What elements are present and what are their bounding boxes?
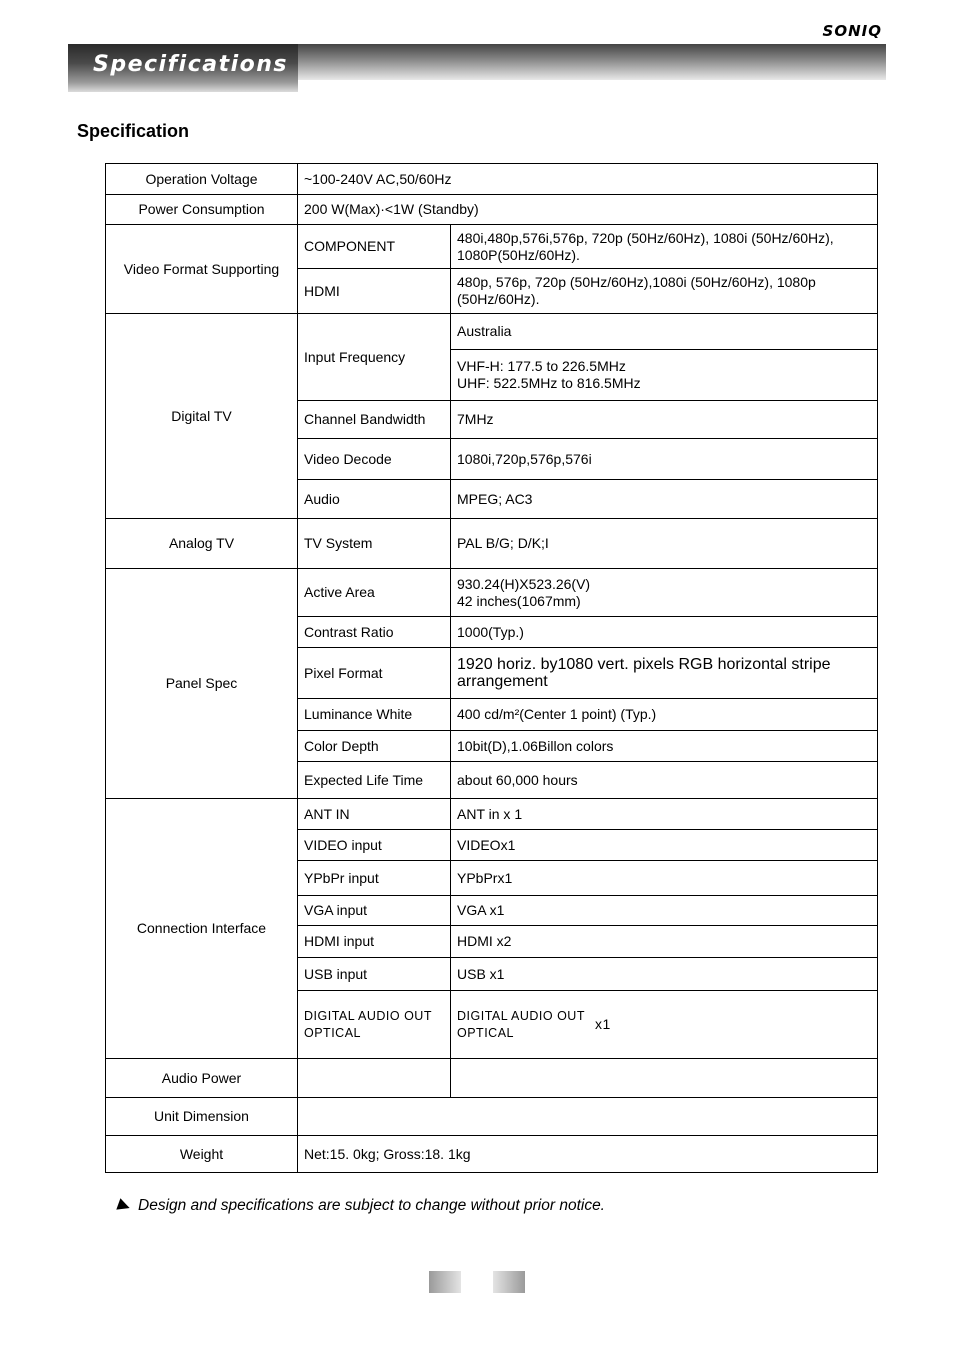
sub-value: 480p, 576p, 720p (50Hz/60Hz),1080i (50Hz/60Hz), 1080p (50Hz/60Hz).: [451, 269, 878, 314]
section-title: Specification: [77, 121, 190, 141]
table-row: [106, 225, 878, 269]
sub-label: HDMI: [298, 269, 451, 314]
table-row: [106, 569, 878, 617]
row-label: Unit Dimension: [106, 1098, 298, 1136]
sub-value: PAL B/G; D/K;I: [451, 519, 878, 569]
sub-value: HDMI x2: [451, 926, 878, 958]
table-row: [106, 519, 878, 569]
sub-label: Color Depth: [298, 731, 451, 762]
row-label: Analog TV: [106, 519, 298, 569]
table-row: [106, 799, 878, 830]
row-value: [298, 1098, 878, 1136]
row-label: Digital TV: [106, 314, 298, 519]
sub-label: Video Decode: [298, 439, 451, 480]
sub-label: Luminance White: [298, 699, 451, 731]
sub-label: Input Frequency: [298, 314, 451, 401]
vhf-range: VHF-H: 177.5 to 226.5MHz: [457, 358, 626, 374]
row-value: Net:15. 0kg; Gross:18. 1kg: [298, 1136, 878, 1173]
sub-label: HDMI input: [298, 926, 451, 958]
sub-value: Australia: [451, 314, 878, 350]
footer-right-block: [493, 1271, 525, 1293]
row-label: Panel Spec: [106, 569, 298, 799]
sub-label: [298, 1059, 451, 1098]
sub-value: 10bit(D),1.06Billon colors: [451, 731, 878, 762]
disclaimer-text: Design and specifications are subject to change without prior notice.: [138, 1197, 605, 1214]
table-row: [106, 164, 878, 195]
table-row: [106, 314, 878, 350]
row-label: Audio Power: [106, 1059, 298, 1098]
row-value: 200 W(Max)·<1W (Standby): [298, 195, 878, 225]
sub-label: Expected Life Time: [298, 762, 451, 799]
row-label: Video Format Supporting: [106, 225, 298, 314]
sub-value: 7MHz: [451, 401, 878, 439]
active-area-size: 42 inches(1067mm): [457, 592, 581, 609]
sub-value: [451, 1059, 878, 1098]
sub-label: VGA input: [298, 896, 451, 926]
sub-value: [451, 991, 878, 1059]
optical-label-line-2: OPTICAL: [304, 1025, 361, 1040]
table-row: [106, 195, 878, 225]
brand-logo: SONIQ: [822, 22, 882, 40]
sub-value: [451, 569, 878, 617]
sub-value: [451, 350, 878, 401]
row-label: Power Consumption: [106, 195, 298, 225]
sub-value: 1920 horiz. by1080 vert. pixels RGB horizontal stripe arrangement: [451, 648, 878, 699]
footer-left-block: [429, 1271, 461, 1293]
sub-label: Pixel Format: [298, 648, 451, 699]
row-label: Operation Voltage: [106, 164, 298, 195]
sub-value: VGA x1: [451, 896, 878, 926]
sub-label: Active Area: [298, 569, 451, 617]
sub-label: USB input: [298, 958, 451, 991]
uhf-range: UHF: 522.5MHz to 816.5MHz: [457, 375, 641, 391]
table-row: [106, 1059, 878, 1098]
pointer-arrow-icon: [116, 1198, 131, 1213]
table-row: [106, 1136, 878, 1173]
row-value: ~100-240V AC,50/60Hz: [298, 164, 878, 195]
table-row: [106, 1098, 878, 1136]
sub-label: VIDEO input: [298, 830, 451, 861]
sub-label: COMPONENT: [298, 225, 451, 269]
optical-value-line-1: DIGITAL AUDIO OUT: [457, 1008, 585, 1023]
sub-value: 1080i,720p,576p,576i: [451, 439, 878, 480]
row-label: Weight: [106, 1136, 298, 1173]
sub-value: YPbPrx1: [451, 861, 878, 896]
optical-value-line-2: OPTICAL: [457, 1025, 514, 1040]
sub-label: YPbPr input: [298, 861, 451, 896]
sub-label: Channel Bandwidth: [298, 401, 451, 439]
sub-label: [298, 991, 451, 1059]
active-area-dimensions: 930.24(H)X523.26(V): [457, 575, 591, 592]
sub-value: VIDEOx1: [451, 830, 878, 861]
disclaimer-note: [118, 1197, 605, 1215]
sub-label: Contrast Ratio: [298, 617, 451, 648]
optical-quantity: x1: [594, 1016, 611, 1032]
page-title: Specifications: [93, 52, 289, 77]
sub-label: TV System: [298, 519, 451, 569]
sub-value: USB x1: [451, 958, 878, 991]
sub-value: 480i,480p,576i,576p, 720p (50Hz/60Hz), 1080i (50Hz/60Hz), 1080P(50Hz/60Hz).: [451, 225, 878, 269]
sub-value: about 60,000 hours: [451, 762, 878, 799]
row-label: Connection Interface: [106, 799, 298, 1059]
optical-label-line-1: DIGITAL AUDIO OUT: [304, 1008, 432, 1023]
sub-label: ANT IN: [298, 799, 451, 830]
sub-value: MPEG; AC3: [451, 480, 878, 519]
sub-value: 1000(Typ.): [451, 617, 878, 648]
sub-label: Audio: [298, 480, 451, 519]
sub-value: 400 cd/m²(Center 1 point) (Typ.): [451, 699, 878, 731]
spec-table: [105, 163, 878, 1173]
sub-value: ANT in x 1: [451, 799, 878, 830]
